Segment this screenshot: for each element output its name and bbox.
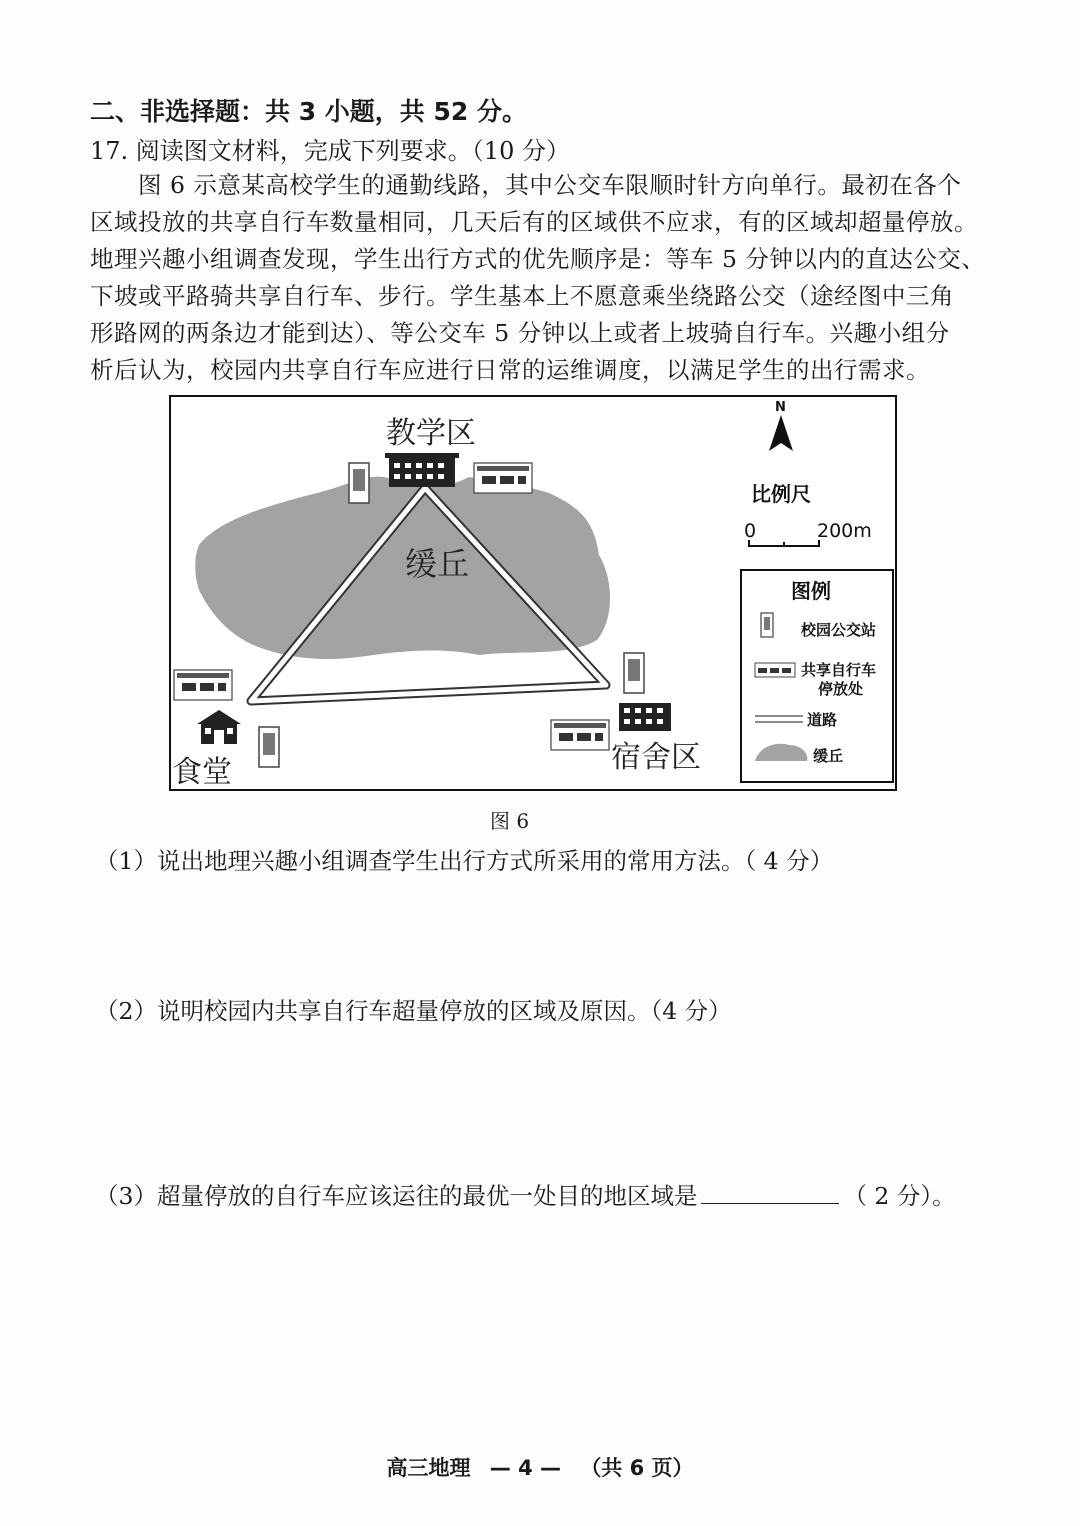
section-title: 二、非选择题：共 3 小题，共 52 分。 [90,97,528,126]
bus-stop-icon [624,653,644,693]
bike-parking-icon [174,670,232,700]
question-paragraph [90,167,995,389]
figure-caption: 图 6 [490,809,530,833]
page-footer [0,1452,1080,1482]
footer-subject: 高三地理 [386,1456,471,1480]
paragraph-line: 下坡或平路骑共享自行车、步行。学生基本上不愿意乘坐绕路公交（途经图中三角 [90,282,954,310]
sub-question-3 [95,1177,956,1211]
paragraph-line: 形路网的两条边才能到达）、等公交车 5 分钟以上或者上坡骑自行车。兴趣小组分 [90,319,950,347]
svg-text:N: N [775,400,786,415]
footer-page-number: — 4 — [489,1456,561,1480]
paragraph-line: 析后认为，校园内共享自行车应进行日常的运维调度，以满足学生的出行需求。 [90,356,930,384]
legend-label-road: 道路 [807,711,838,729]
footer-total-pages: （共 6 页） [580,1456,694,1480]
label-canteen: 食堂 [172,755,232,790]
legend-bike-parking-icon [755,663,795,677]
paragraph-line: 区域投放的共享自行车数量相同，几天后有的区域供不应求，有的区域却超量停放。 [90,208,978,236]
legend-label-bike-2: 停放处 [818,680,864,698]
paragraph-line: 图 6 示意某高校学生的通勤线路，其中公交车限顺时针方向单行。最初在各个 [90,171,962,199]
sub-question-1: （1）说出地理兴趣小组调查学生出行方式所采用的常用方法。（ 4 分） [95,847,834,875]
legend-bus-stop-icon [761,613,773,637]
teaching-building-icon [385,453,459,487]
bike-parking-icon [551,720,609,750]
paragraph-line: 地理兴趣小组调查发现，学生出行方式的优先顺序是：等车 5 分钟以内的直达公交、 [90,245,986,273]
campus-map [169,395,899,793]
legend-label-hill: 缓丘 [813,747,844,765]
sub-question-3-text: （3）超量停放的自行车应该运往的最优一处目的地区域是 [95,1182,698,1210]
bike-parking-icon [474,463,532,493]
legend-label-bus-stop: 校园公交站 [801,621,877,639]
scale-zero: 0 [744,520,757,542]
legend-title: 图例 [791,579,831,603]
answer-blank[interactable] [701,1181,839,1204]
bus-stop-icon [259,727,279,767]
label-dorm-area: 宿舍区 [611,740,701,775]
sub-question-3-score: （ 2 分）。 [843,1182,956,1210]
dorm-building-icon [619,703,671,731]
label-teaching-area: 教学区 [386,416,476,451]
sub-question-2: （2）说明校园内共享自行车超量停放的区域及原因。（4 分） [95,997,732,1025]
label-hill: 缓丘 [405,545,470,583]
scale-distance: 200m [817,520,872,542]
bus-stop-icon [349,463,369,503]
question-17-header: 17. 阅读图文材料，完成下列要求。（10 分） [90,137,570,165]
legend-label-bike: 共享自行车 [801,661,877,679]
scale-title: 比例尺 [751,482,811,506]
